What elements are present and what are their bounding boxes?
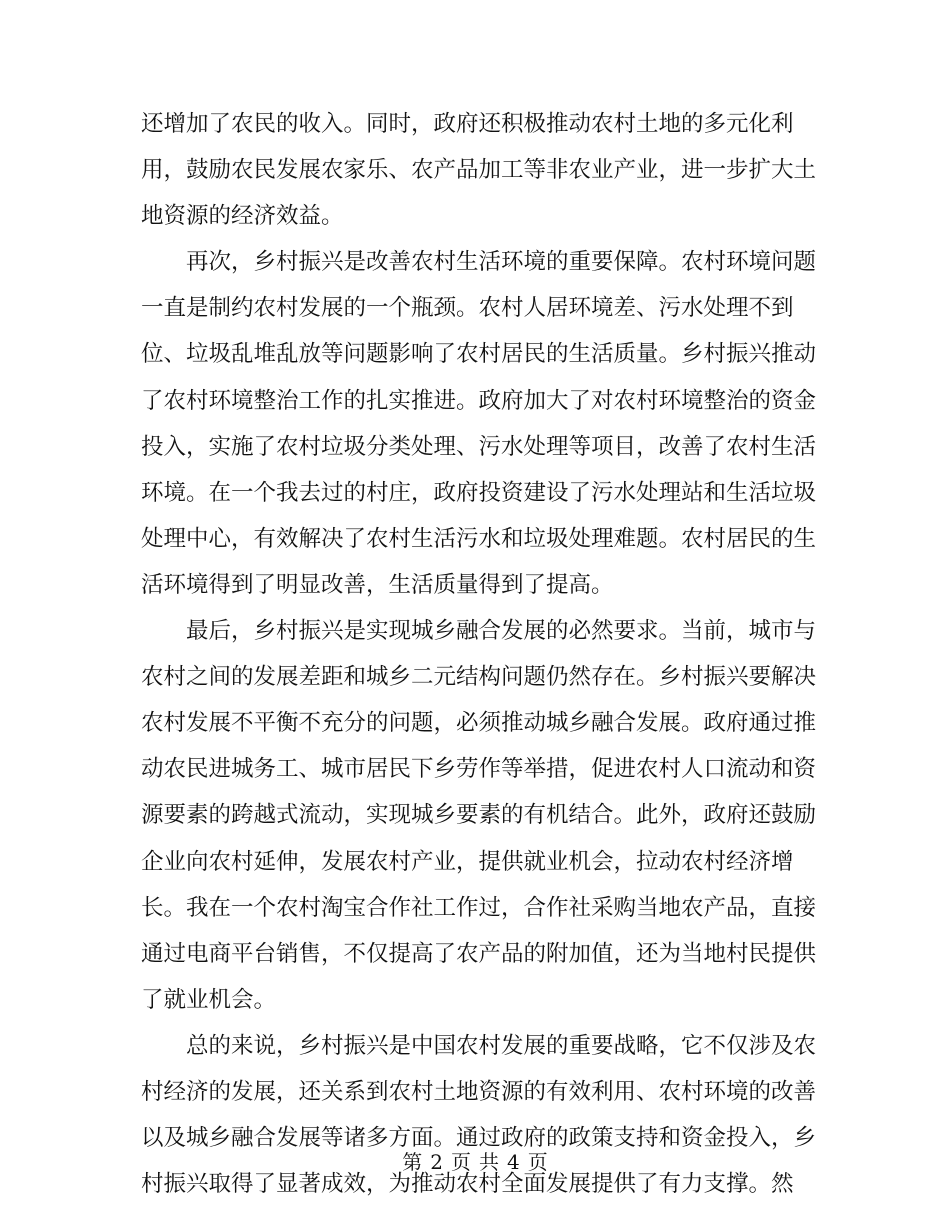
footer-page-number: 2: [430, 1150, 443, 1174]
text-line: 最后，乡村振兴是实现城乡融合发展的必然要求。当前，城市与: [186, 618, 817, 645]
text-line: 企业向农村延伸，发展农村产业，提供就业机会，拉动农村经济增: [141, 848, 794, 875]
text-line: 一直是制约农村发展的一个瓶颈。农村人居环境差、污水处理不到: [141, 295, 794, 322]
text-line: 通过电商平台销售，不仅提高了农产品的附加值，还为当地村民提供: [141, 940, 817, 967]
footer-ye: 页: [451, 1150, 471, 1174]
text-line: 用，鼓励农民发展农家乐、农产品加工等非农业产业，进一步扩大土: [141, 157, 817, 184]
text-line: 地资源的经济效益。: [141, 203, 344, 230]
footer-gong: 共: [479, 1150, 499, 1174]
page-footer: [0, 1146, 950, 1178]
body-text: [141, 101, 817, 1198]
text-line: 还增加了农民的收入。同时，政府还积极推动农村土地的多元化利: [141, 111, 794, 137]
footer-di: 第: [402, 1150, 423, 1174]
text-line: 源要素的跨越式流动，实现城乡要素的有机结合。此外，政府还鼓励: [141, 802, 817, 829]
text-line: 村振兴取得了显著成效，为推动农村全面发展提供了有力支撑。然: [141, 1171, 794, 1198]
text-line: 农村发展不平衡不充分的问题，必须推动城乡融合发展。政府通过推: [141, 710, 817, 737]
footer-total-pages: 4: [507, 1150, 520, 1174]
text-line: 村经济的发展，还关系到农村土地资源的有效利用、农村环境的改善: [141, 1078, 817, 1105]
text-line: 了农村环境整治工作的扎实推进。政府加大了对农村环境整治的资金: [141, 387, 817, 414]
text-line: 农村之间的发展差距和城乡二元结构问题仍然存在。乡村振兴要解决: [141, 664, 817, 691]
text-line: 位、垃圾乱堆乱放等问题影响了农村居民的生活质量。乡村振兴推动: [141, 341, 817, 368]
text-line: 环境。在一个我去过的村庄，政府投资建设了污水处理站和生活垃圾: [141, 479, 817, 506]
text-line: 投入，实施了农村垃圾分类处理、污水处理等项目，改善了农村生活: [141, 433, 817, 460]
text-line: 动农民进城务工、城市居民下乡劳作等举措，促进农村人口流动和资: [141, 756, 817, 783]
text-line: 再次，乡村振兴是改善农村生活环境的重要保障。农村环境问题: [186, 249, 817, 276]
text-line: 总的来说，乡村振兴是中国农村发展的重要战略，它不仅涉及农: [186, 1032, 817, 1059]
text-line: 以及城乡融合发展等诸多方面。通过政府的政策支持和资金投入，乡: [141, 1125, 817, 1152]
text-line: 处理中心，有效解决了农村生活污水和垃圾处理难题。农村居民的生: [141, 525, 817, 552]
footer-ye-2: 页: [527, 1150, 548, 1174]
text-line: 活环境得到了明显改善，生活质量得到了提高。: [141, 571, 614, 598]
text-line: 长。我在一个农村淘宝合作社工作过，合作社采购当地农产品，直接: [141, 894, 817, 921]
text-line: 了就业机会。: [141, 986, 277, 1013]
